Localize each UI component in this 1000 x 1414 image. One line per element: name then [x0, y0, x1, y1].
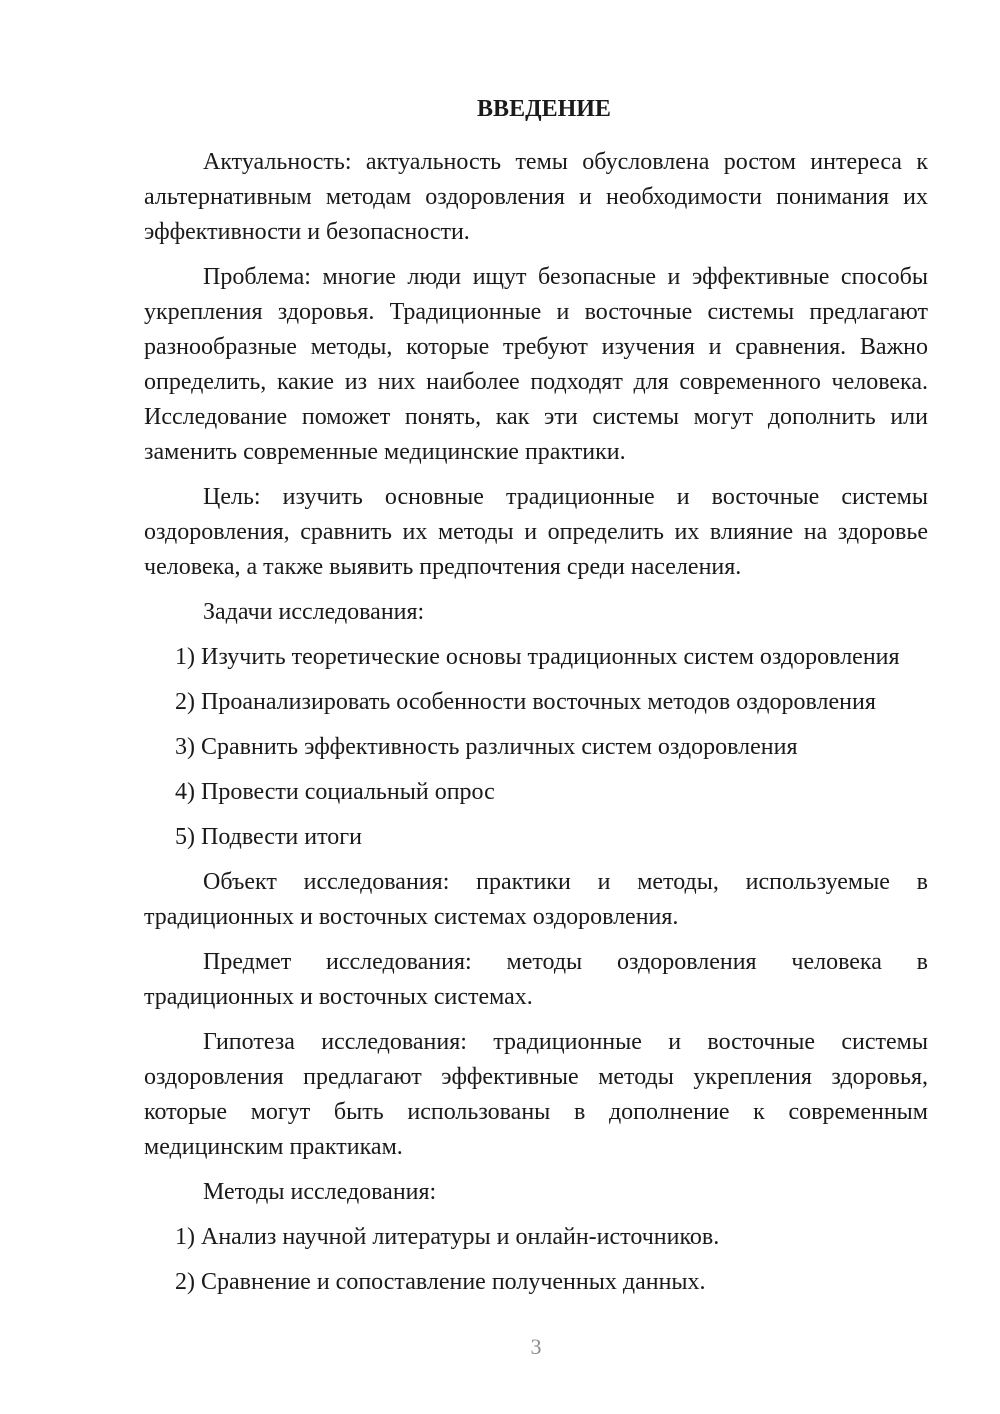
page-content: [144, 92, 928, 1310]
page-number: 3: [530, 1334, 542, 1359]
hypothesis-paragraph: Гипотеза исследования: традиционные и восточные системы оздоровления предлагают эффективные методы укрепления здоровья, которые могут быть использованы в дополнение к современным медицинским практикам.: [144, 1029, 928, 1160]
methods-heading: Методы исследования:: [203, 1179, 437, 1205]
object-paragraph: Объект исследования: практики и методы, используемые в традиционных и восточных системах оздоровления.: [144, 869, 928, 930]
relevance-paragraph: Актуальность: актуальность темы обусловлена ростом интереса к альтернативным методам оздоровления и необходимости понимания их эффективности и безопасности.: [144, 149, 928, 245]
problem-paragraph: Проблема: многие люди ищут безопасные и эффективные способы укрепления здоровья. Традиционные и восточные системы предлагают разнообразные методы, которые требуют изучения и сравнения. Важно определить, какие из них наиболее подходят для современного человека. Исследование поможет понять, как эти системы могут дополнить или заменить современные медицинские практики.: [144, 264, 928, 465]
list-item: 4) Провести социальный опрос: [175, 779, 495, 805]
goal-paragraph: Цель: изучить основные традиционные и восточные системы оздоровления, сравнить их методы и определить их влияние на здоровье человека, а также выявить предпочтения среди населения.: [144, 484, 928, 580]
list-item: 1) Анализ научной литературы и онлайн-источников.: [175, 1224, 720, 1250]
list-item: 5) Подвести итоги: [175, 824, 362, 850]
list-item: 2) Сравнение и сопоставление полученных данных.: [175, 1269, 706, 1295]
list-item: 3) Сравнить эффективность различных систем оздоровления: [175, 734, 798, 760]
list-item: 2) Проанализировать особенности восточных методов оздоровления: [175, 689, 876, 715]
tasks-heading: Задачи исследования:: [203, 599, 425, 625]
list-item: 1) Изучить теоретические основы традиционных систем оздоровления: [175, 644, 900, 670]
subject-paragraph: Предмет исследования: методы оздоровления человека в традиционных и восточных системах.: [144, 949, 928, 1010]
section-title: ВВЕДЕНИЕ: [477, 96, 611, 122]
